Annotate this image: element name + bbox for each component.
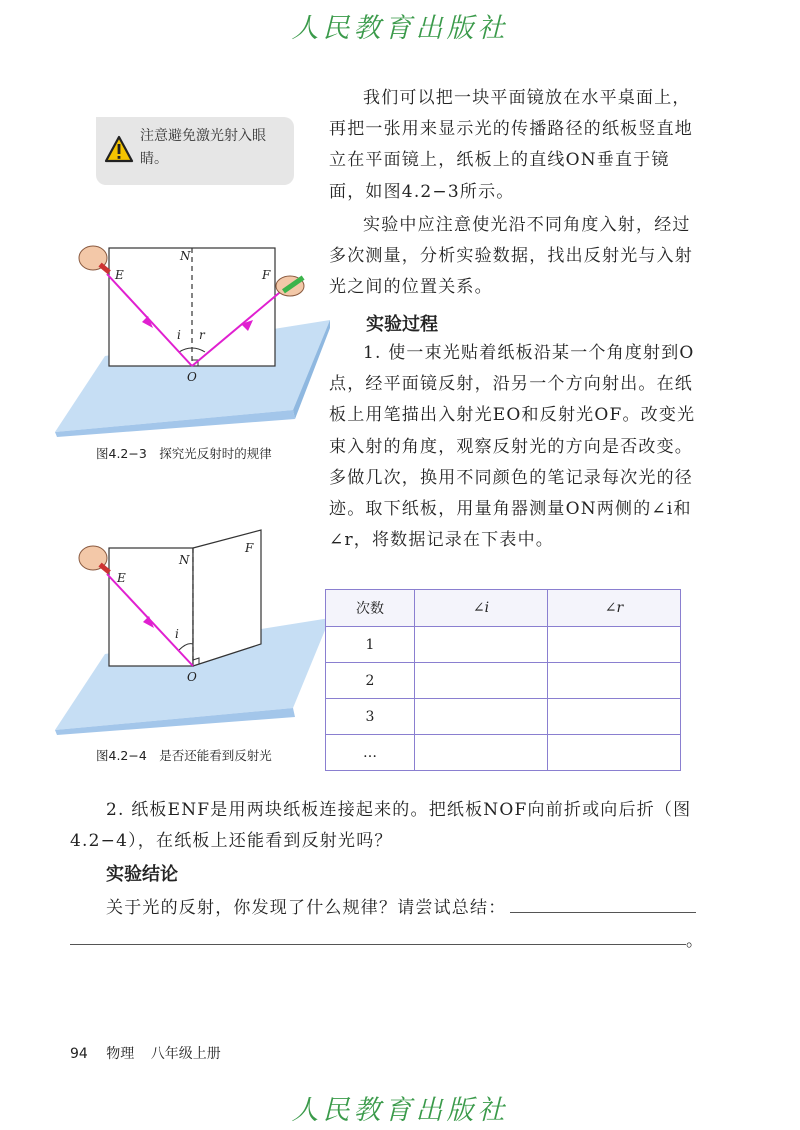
warning-icon xyxy=(104,135,134,163)
figure-reflection-setup xyxy=(55,232,330,437)
label-O: O xyxy=(187,670,197,684)
conclusion-prompt: 关于光的反射，你发现了什么规律？请尝试总结： xyxy=(106,898,507,918)
page-footer xyxy=(70,1043,221,1063)
table-header-angle-r: ∠r xyxy=(548,590,681,627)
table-row xyxy=(326,699,681,735)
table-cell: … xyxy=(326,735,415,771)
table-cell xyxy=(415,627,548,663)
intro-paragraph-2: 实验中应注意使光沿不同角度入射，经过多次测量，分析实验数据，找出反射光与入射光之间的位置关系。 xyxy=(329,215,693,298)
warning-text: 注意避免激光射入眼睛。 xyxy=(140,128,266,167)
table-header-row xyxy=(326,590,681,627)
table-cell: 1 xyxy=(326,627,415,663)
table-cell xyxy=(548,627,681,663)
label-r: r xyxy=(199,328,205,342)
publisher-logo-top: 人民教育出版社 xyxy=(291,13,509,44)
table-header-angle-i: ∠i xyxy=(415,590,548,627)
answer-blank-line-2[interactable] xyxy=(70,944,686,945)
label-E: E xyxy=(117,571,126,585)
table-row xyxy=(326,663,681,699)
table-cell xyxy=(415,699,548,735)
label-E: E xyxy=(115,268,124,282)
table-cell xyxy=(548,663,681,699)
footer-grade: 八年级上册 xyxy=(150,1046,221,1062)
conclusion-heading: 实验结论 xyxy=(106,864,178,885)
label-i: i xyxy=(175,627,179,641)
label-N: N xyxy=(180,249,191,263)
table-cell xyxy=(415,735,548,771)
label-i: i xyxy=(177,328,181,342)
table-cell xyxy=(548,699,681,735)
step-2-text: 2. 纸板ENF是用两块纸板连接起来的。把纸板NOF向前折或向后折（图4.2−4），在纸板上还能看到反射光吗？ xyxy=(70,800,692,852)
label-F: F xyxy=(262,268,271,282)
figure-folded-board xyxy=(55,524,330,736)
table-row xyxy=(326,735,681,771)
label-N: N xyxy=(179,553,190,567)
publisher-logo-bottom: 人民教育出版社 xyxy=(291,1095,509,1126)
footer-subject: 物理 xyxy=(106,1046,135,1062)
figure1-caption: 图4.2−3 探究光反射时的规律 xyxy=(96,446,272,461)
answer-blank-line-1[interactable] xyxy=(510,912,696,913)
table-cell xyxy=(415,663,548,699)
table-header-count: 次数 xyxy=(326,590,415,627)
label-F: F xyxy=(245,541,254,555)
table-row xyxy=(326,627,681,663)
table-cell: 2 xyxy=(326,663,415,699)
figure2-caption: 图4.2−4 是否还能看到反射光 xyxy=(96,748,272,763)
conclusion-end-mark: 。 xyxy=(686,931,705,951)
page-number: 94 xyxy=(70,1046,88,1062)
data-table xyxy=(325,589,681,771)
step-1-text: 1. 使一束光贴着纸板沿某一个角度射到O点，经平面镜反射，沿另一个方向射出。在纸板上用笔描出入射光EO和反射光OF。改变光束入射的角度，观察反射光的方向是否改变。多做几次，换用不同颜色的笔记录每次光的径迹。取下纸板，用量角器测量ON两侧的∠i和∠r，将数据记录在下表中。 xyxy=(329,343,696,551)
process-heading: 实验过程 xyxy=(366,314,438,335)
table-cell: 3 xyxy=(326,699,415,735)
warning-box xyxy=(96,117,294,185)
label-O: O xyxy=(187,370,197,384)
table-cell xyxy=(548,735,681,771)
intro-paragraph-1: 我们可以把一块平面镜放在水平桌面上，再把一张用来显示光的传播路径的纸板竖直地立在平面镜上，纸板上的直线ON垂直于镜面，如图4.2−3所示。 xyxy=(329,88,693,202)
